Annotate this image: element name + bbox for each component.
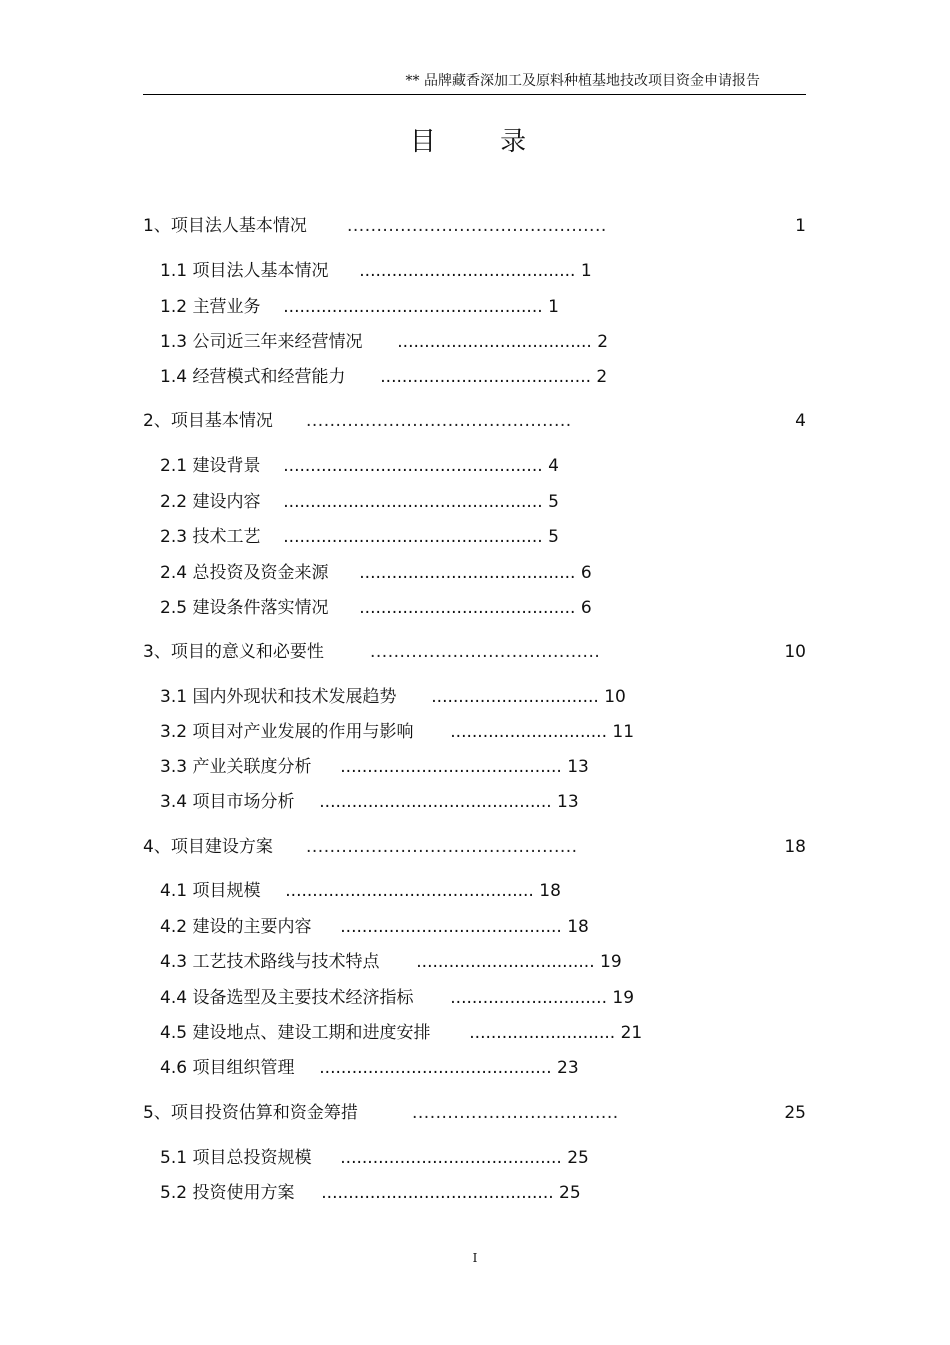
toc-entry[interactable]	[160, 686, 626, 708]
toc-page: 25	[559, 1183, 581, 1203]
toc-label: 4.6 项目组织管理	[160, 1058, 295, 1078]
toc-leader: ................................................	[283, 456, 543, 476]
toc-page: 25	[784, 1103, 806, 1123]
toc-leader: ...........................	[469, 1023, 616, 1043]
page-number: I	[472, 1251, 478, 1265]
toc-label: 3.3 产业关联度分析	[160, 757, 312, 777]
toc-page: 11	[612, 722, 635, 742]
toc-label: 1.2 主营业务	[160, 297, 261, 317]
toc-leader: ...........................................	[319, 792, 552, 812]
toc-label: 2.1 建设背景	[160, 456, 261, 476]
toc-leader: .............................	[450, 988, 607, 1008]
toc-leader: ....................................	[397, 332, 592, 352]
toc-page: 21	[620, 1023, 643, 1043]
page-title: 目 录	[409, 127, 555, 157]
toc-page: 5	[548, 492, 559, 512]
toc-label: 5.2 投资使用方案	[160, 1183, 295, 1203]
toc-leader: ...............................	[431, 687, 599, 707]
toc-label: 2.3 技术工艺	[160, 527, 261, 547]
toc-entry[interactable]	[160, 1182, 581, 1204]
toc-leader: ................................................	[283, 492, 543, 512]
toc-page: 1	[795, 216, 806, 236]
toc-label: 2.5 建设条件落实情况	[160, 598, 329, 618]
toc-entry[interactable]	[160, 491, 559, 513]
toc-leader: .........................................	[340, 1148, 562, 1168]
toc-entry[interactable]	[160, 296, 559, 318]
toc-leader: .........................................	[340, 757, 562, 777]
toc-entry[interactable]	[160, 1147, 589, 1169]
toc-page: 18	[567, 917, 589, 937]
toc-leader: ...........................................	[321, 1183, 554, 1203]
toc-page: 2	[597, 332, 609, 352]
toc-label: 3、项目的意义和必要性	[143, 642, 324, 662]
toc-entry[interactable]	[160, 1022, 642, 1044]
toc-entry[interactable]	[160, 951, 622, 973]
toc-entry[interactable]	[160, 366, 607, 388]
toc-label: 4.2 建设的主要内容	[160, 917, 312, 937]
toc-entry[interactable]	[160, 331, 608, 353]
toc-label: 5.1 项目总投资规模	[160, 1148, 312, 1168]
toc-entry[interactable]	[143, 215, 806, 237]
toc-page: 23	[557, 1058, 579, 1078]
toc-leader: .............................................	[306, 411, 572, 431]
toc-entry[interactable]	[160, 987, 634, 1009]
toc-page: 4	[795, 411, 806, 431]
toc-leader: ........................................	[359, 598, 576, 618]
toc-leader: ................................................	[283, 297, 543, 317]
toc-label: 2、项目基本情况	[143, 411, 273, 431]
toc-entry[interactable]	[143, 1102, 806, 1124]
toc-leader: .......................................	[370, 642, 601, 662]
toc-page: 18	[539, 881, 561, 901]
toc-leader: ..............................................	[306, 837, 578, 857]
toc-label: 2.4 总投资及资金来源	[160, 563, 329, 583]
toc-leader: .......................................	[380, 367, 592, 387]
toc-page: 25	[567, 1148, 589, 1168]
toc-page: 6	[580, 598, 592, 618]
toc-page: 19	[600, 952, 622, 972]
toc-entry[interactable]	[160, 1057, 579, 1079]
toc-entry[interactable]	[160, 526, 559, 548]
toc-entry[interactable]	[160, 880, 561, 902]
toc-entry[interactable]	[160, 756, 589, 778]
toc-label: 1.4 经营模式和经营能力	[160, 367, 346, 387]
toc-page: 6	[580, 563, 592, 583]
toc-entry[interactable]	[160, 455, 559, 477]
toc-page: 18	[784, 837, 806, 857]
toc-entry[interactable]	[143, 641, 806, 663]
toc-leader: .............................	[450, 722, 607, 742]
toc-label: 1.1 项目法人基本情况	[160, 261, 329, 281]
toc-page: 13	[557, 792, 579, 812]
header-text: ** 品牌藏香深加工及原料种植基地技改项目资金申请报告	[405, 73, 760, 89]
toc-entry[interactable]	[160, 260, 592, 282]
toc-page: 10	[604, 687, 626, 707]
toc-leader: .................................	[416, 952, 595, 972]
toc-leader: .........................................	[340, 917, 562, 937]
toc-label: 4.5 建设地点、建设工期和进度安排	[160, 1023, 431, 1043]
toc-page: 1	[580, 261, 592, 281]
toc-leader: ...........................................	[319, 1058, 552, 1078]
toc-page: 13	[567, 757, 589, 777]
toc-entry[interactable]	[160, 721, 634, 743]
toc-label: 2.2 建设内容	[160, 492, 261, 512]
toc-page: 5	[548, 527, 559, 547]
toc-page: 2	[596, 367, 608, 387]
toc-label: 4、项目建设方案	[143, 837, 273, 857]
toc-leader: ................................................	[283, 527, 543, 547]
toc-label: 3.2 项目对产业发展的作用与影响	[160, 722, 414, 742]
toc-entry[interactable]	[160, 597, 592, 619]
toc-entry[interactable]	[143, 836, 806, 858]
toc-leader: ........................................	[359, 563, 576, 583]
toc-label: 5、项目投资估算和资金筹措	[143, 1103, 358, 1123]
toc-label: 4.1 项目规模	[160, 881, 261, 901]
toc-label: 3.4 项目市场分析	[160, 792, 295, 812]
toc-page: 1	[548, 297, 559, 317]
toc-entry[interactable]	[160, 562, 592, 584]
toc-label: 4.3 工艺技术路线与技术特点	[160, 952, 380, 972]
toc-label: 1、项目法人基本情况	[143, 216, 307, 236]
toc-label: 4.4 设备选型及主要技术经济指标	[160, 988, 414, 1008]
toc-page: 19	[612, 988, 635, 1008]
toc-entry[interactable]	[160, 916, 589, 938]
toc-leader: ..............................................	[285, 881, 534, 901]
toc-entry[interactable]	[143, 410, 806, 432]
toc-label: 3.1 国内外现状和技术发展趋势	[160, 687, 397, 707]
toc-page: 4	[548, 456, 559, 476]
toc-label: 1.3 公司近三年来经营情况	[160, 332, 363, 352]
toc-leader: ............................................	[347, 216, 607, 236]
toc-page: 10	[784, 642, 806, 662]
toc-entry[interactable]	[160, 791, 579, 813]
toc-leader: ...................................	[412, 1103, 619, 1123]
toc-leader: ........................................	[359, 261, 576, 281]
